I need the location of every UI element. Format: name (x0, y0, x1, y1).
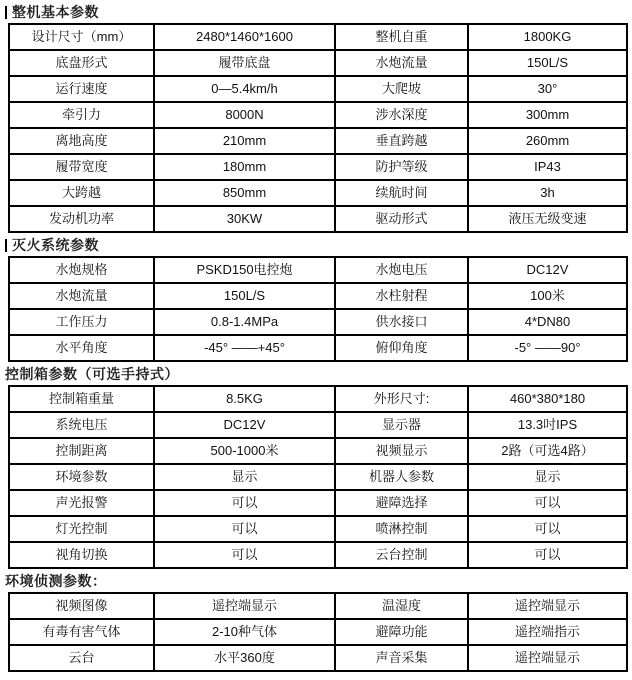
title-bar-prefix (5, 239, 7, 252)
param-name-cell: 声音采集 (335, 645, 468, 671)
param-value-cell: 850mm (154, 180, 335, 206)
param-value-cell: 遥控端显示 (468, 593, 627, 619)
param-name-cell: 控制距离 (9, 438, 154, 464)
param-value-cell: 2路（可选4路） (468, 438, 627, 464)
param-name-cell: 工作压力 (9, 309, 154, 335)
param-name-cell: 系统电压 (9, 412, 154, 438)
param-value-cell: 180mm (154, 154, 335, 180)
param-value-cell: 可以 (154, 516, 335, 542)
param-name-cell: 水平角度 (9, 335, 154, 361)
param-name-cell: 水炮流量 (335, 50, 468, 76)
param-value-cell: 液压无级变速 (468, 206, 627, 232)
param-value-cell: -45° ——+45° (154, 335, 335, 361)
param-value-cell: IP43 (468, 154, 627, 180)
param-value-cell: 遥控端显示 (154, 593, 335, 619)
param-value-cell: 500-1000米 (154, 438, 335, 464)
spec-row (9, 257, 627, 283)
param-name-cell: 俯仰角度 (335, 335, 468, 361)
section-title (5, 237, 626, 253)
param-name-cell: 水炮流量 (9, 283, 154, 309)
param-value-cell: 210mm (154, 128, 335, 154)
param-value-cell: 460*380*180 (468, 386, 627, 412)
spec-row (9, 412, 627, 438)
spec-section (5, 4, 626, 233)
param-value-cell: 13.3吋IPS (468, 412, 627, 438)
param-value-cell: 4*DN80 (468, 309, 627, 335)
param-value-cell: 150L/S (154, 283, 335, 309)
spec-row (9, 386, 627, 412)
title-bar-prefix (5, 6, 7, 19)
param-value-cell: 2-10种气体 (154, 619, 335, 645)
param-value-cell: 30KW (154, 206, 335, 232)
param-name-cell: 履带宽度 (9, 154, 154, 180)
param-name-cell: 灯光控制 (9, 516, 154, 542)
param-name-cell: 整机自重 (335, 24, 468, 50)
param-value-cell: 水平360度 (154, 645, 335, 671)
param-name-cell: 避障功能 (335, 619, 468, 645)
spec-row (9, 438, 627, 464)
section-title (5, 366, 626, 382)
param-value-cell: 可以 (468, 516, 627, 542)
param-name-cell: 声光报警 (9, 490, 154, 516)
spec-row (9, 542, 627, 568)
spec-row (9, 645, 627, 671)
param-value-cell: 300mm (468, 102, 627, 128)
param-name-cell: 温湿度 (335, 593, 468, 619)
spec-row (9, 464, 627, 490)
param-name-cell: 视频图像 (9, 593, 154, 619)
param-value-cell: 8.5KG (154, 386, 335, 412)
param-name-cell: 离地高度 (9, 128, 154, 154)
param-value-cell: 履带底盘 (154, 50, 335, 76)
param-value-cell: 显示 (154, 464, 335, 490)
spec-row (9, 490, 627, 516)
param-name-cell: 发动机功率 (9, 206, 154, 232)
param-name-cell: 云台 (9, 645, 154, 671)
param-name-cell: 控制箱重量 (9, 386, 154, 412)
param-name-cell: 有毒有害气体 (9, 619, 154, 645)
spec-section (5, 237, 626, 362)
param-value-cell: -5° ——90° (468, 335, 627, 361)
spec-table-body (9, 593, 627, 671)
spec-row (9, 619, 627, 645)
spec-row (9, 50, 627, 76)
param-value-cell: 8000N (154, 102, 335, 128)
spec-table (8, 592, 628, 672)
param-name-cell: 环境参数 (9, 464, 154, 490)
param-name-cell: 设计尺寸（mm） (9, 24, 154, 50)
section-title (5, 4, 626, 20)
param-name-cell: 底盘形式 (9, 50, 154, 76)
param-name-cell: 防护等级 (335, 154, 468, 180)
param-value-cell: PSKD150电控炮 (154, 257, 335, 283)
section-title-text: 灭火系统参数 (12, 237, 99, 253)
param-value-cell: 2480*1460*1600 (154, 24, 335, 50)
param-value-cell: 可以 (154, 542, 335, 568)
param-name-cell: 大跨越 (9, 180, 154, 206)
spec-table-body (9, 257, 627, 361)
param-name-cell: 运行速度 (9, 76, 154, 102)
param-name-cell: 显示器 (335, 412, 468, 438)
spec-row (9, 593, 627, 619)
spec-row (9, 128, 627, 154)
param-name-cell: 大爬坡 (335, 76, 468, 102)
param-name-cell: 外形尺寸: (335, 386, 468, 412)
param-name-cell: 垂直跨越 (335, 128, 468, 154)
param-name-cell: 水柱射程 (335, 283, 468, 309)
section-title (5, 573, 626, 589)
spec-row (9, 283, 627, 309)
param-value-cell: 遥控端指示 (468, 619, 627, 645)
spec-row (9, 335, 627, 361)
param-value-cell: 0.8-1.4MPa (154, 309, 335, 335)
section-title-text: 控制箱参数（可选手持式） (5, 366, 179, 382)
param-name-cell: 供水接口 (335, 309, 468, 335)
spec-row (9, 180, 627, 206)
param-value-cell: 可以 (468, 490, 627, 516)
spec-section (5, 573, 626, 672)
param-name-cell: 驱动形式 (335, 206, 468, 232)
param-name-cell: 视角切换 (9, 542, 154, 568)
section-title-text: 环境侦测参数： (5, 573, 107, 589)
spec-table (8, 23, 628, 233)
spec-table-body (9, 24, 627, 232)
param-name-cell: 机器人参数 (335, 464, 468, 490)
param-name-cell: 涉水深度 (335, 102, 468, 128)
param-name-cell: 续航时间 (335, 180, 468, 206)
param-value-cell: 遥控端显示 (468, 645, 627, 671)
param-name-cell: 喷淋控制 (335, 516, 468, 542)
param-value-cell: 3h (468, 180, 627, 206)
param-value-cell: 1800KG (468, 24, 627, 50)
param-name-cell: 云台控制 (335, 542, 468, 568)
section-title-text: 整机基本参数 (12, 4, 99, 20)
spec-row (9, 154, 627, 180)
spec-row (9, 309, 627, 335)
spec-row (9, 516, 627, 542)
param-value-cell: 30° (468, 76, 627, 102)
param-value-cell: 可以 (468, 542, 627, 568)
param-value-cell: DC12V (468, 257, 627, 283)
param-value-cell: 100米 (468, 283, 627, 309)
param-value-cell: 0—5.4km/h (154, 76, 335, 102)
param-name-cell: 牵引力 (9, 102, 154, 128)
spec-row (9, 76, 627, 102)
param-value-cell: 260mm (468, 128, 627, 154)
spec-row (9, 102, 627, 128)
param-value-cell: DC12V (154, 412, 335, 438)
spec-row (9, 24, 627, 50)
param-value-cell: 显示 (468, 464, 627, 490)
spec-section (5, 366, 626, 569)
param-name-cell: 水炮规格 (9, 257, 154, 283)
param-value-cell: 可以 (154, 490, 335, 516)
spec-table (8, 385, 628, 569)
param-name-cell: 视频显示 (335, 438, 468, 464)
spec-row (9, 206, 627, 232)
param-name-cell: 避障选择 (335, 490, 468, 516)
param-value-cell: 150L/S (468, 50, 627, 76)
spec-table-body (9, 386, 627, 568)
param-name-cell: 水炮电压 (335, 257, 468, 283)
spec-table (8, 256, 628, 362)
